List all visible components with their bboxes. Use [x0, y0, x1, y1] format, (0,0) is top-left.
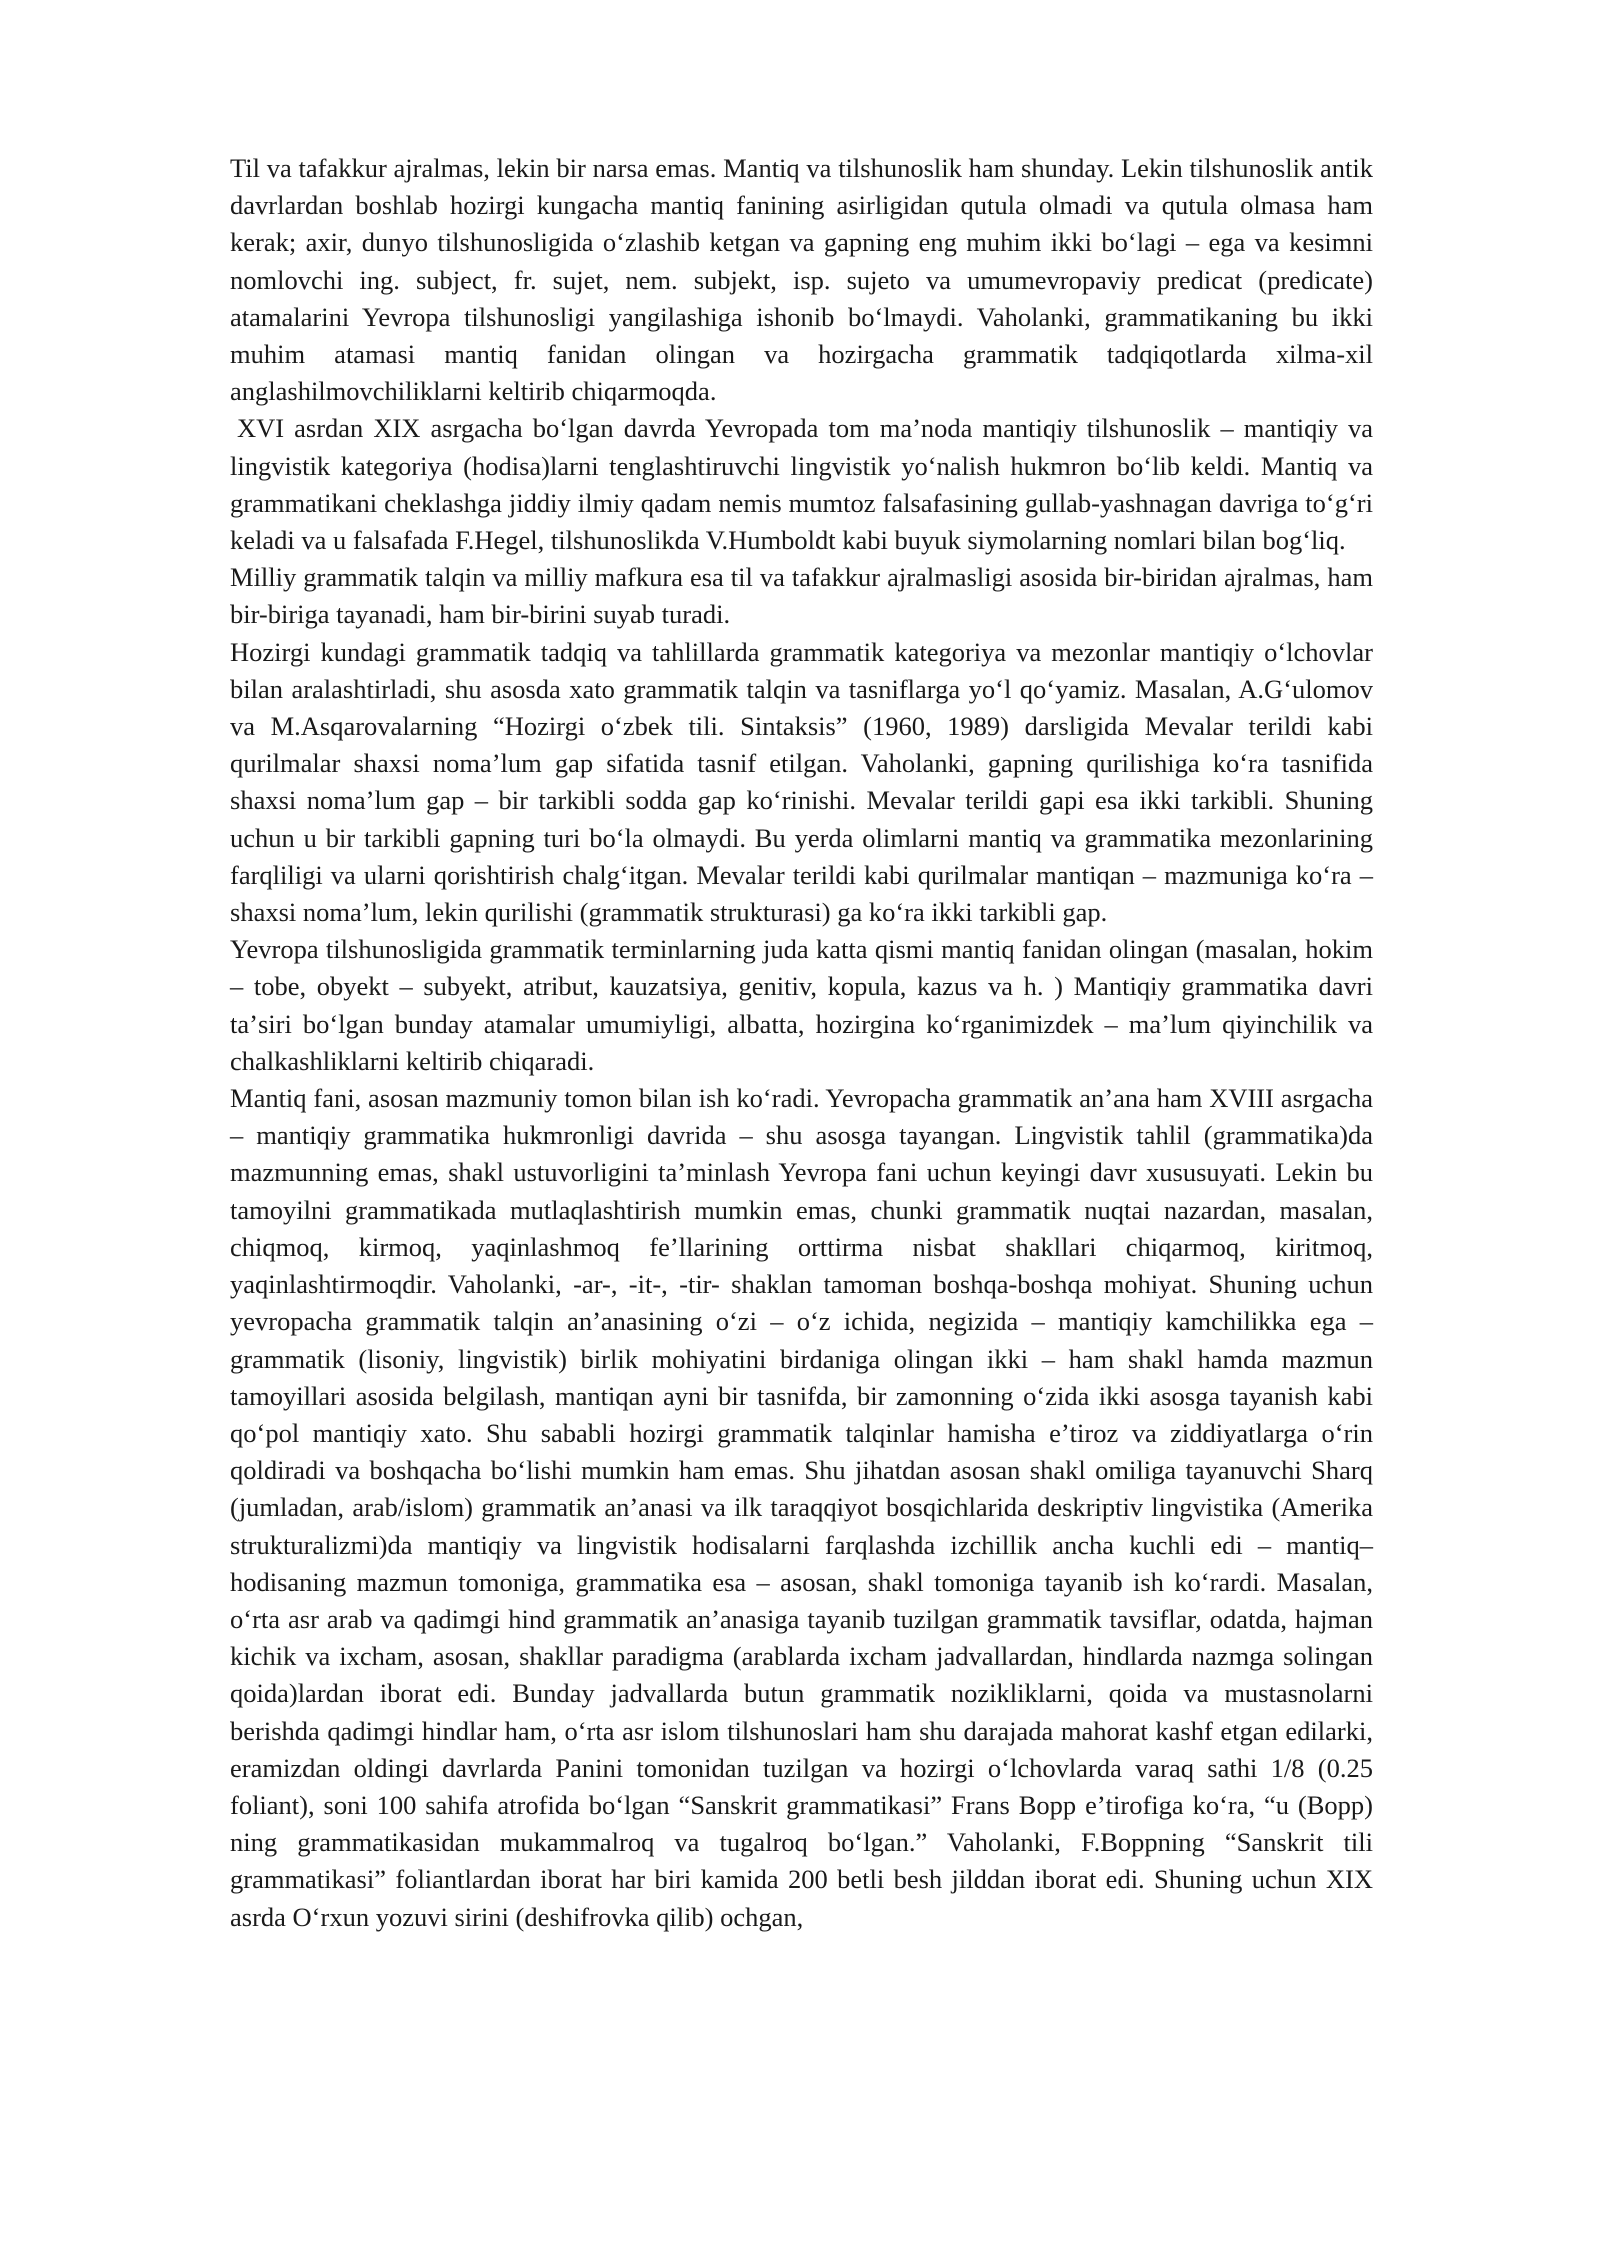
paragraph-6: Mantiq fani, asosan mazmuniy tomon bilan ish koʻradi. Yevropacha grammatik anʼana ham XVIII asrgacha – mantiqiy grammatika hukmronligi davrida – shu asosga tayangan. Lingvistik tahlil (grammatika)da mazmunning emas, shakl ustuvorligini taʼminlash Yevropa fani uchun keyingi davr xususuyati. Lekin bu tamoyilni grammatikada mutlaqlashtirish mumkin emas, chunki grammatik nuqtai nazardan, masalan, chiqmoq, kirmoq, yaqinlashmoq feʼllarining orttirma nisbat shakllari chiqarmoq, kiritmoq, yaqinlashtirmoqdir. Vaholanki, -ar-, -it-, -tir- shaklan tamoman boshqa-boshqa mohiyat. Shuning uchun yevropacha grammatik talqin anʼanasining oʻzi – oʻz ichida, negizida – mantiqiy kamchilikka ega – grammatik (lisoniy, lingvistik) birlik mohiyatini birdaniga olingan ikki – ham shakl hamda mazmun tamoyillari asosida belgilash, mantiqan ayni bir tasnifda, bir zamonning oʻzida ikki asosga tayanish kabi qoʻpol mantiqiy xato. Shu sababli hozirgi grammatik talqinlar hamisha eʼtiroz va ziddiyatlarga oʻrin qoldiradi va boshqacha boʻlishi mumkin ham emas. Shu jihatdan asosan shakl omiliga tayanuvchi Sharq (jumladan, arab/islom) grammatik anʼanasi va ilk taraqqiyot bosqichlarida deskriptiv lingvistika (Amerika strukturalizmi)da mantiqiy va lingvistik hodisalarni farqlashda izchillik ancha kuchli edi – mantiq– hodisaning mazmun tomoniga, grammatika esa – asosan, shakl tomoniga tayanib ish koʻrardi. Masalan, oʻrta asr arab va qadimgi hind grammatik anʼanasiga tayanib tuzilgan grammatik tavsiflar, odatda, hajman kichik va ixcham, asosan, shakllar paradigma (arablarda ixcham jadvallardan, hindlarda nazmga solingan qoida)lardan iborat edi. Bunday jadvallarda butun grammatik nozikliklarni, qoida va mustasnolarni berishda qadimgi hindlar ham, oʻrta asr islom tilshunoslari ham shu darajada mahorat kashf etgan edilarki, eramizdan oldingi davrlarda Panini tomonidan tuzilgan va hozirgi oʻlchovlarda varaq sathi 1/8 (0.25 foliant), soni 100 sahifa atrofida boʻlgan “Sanskrit grammatikasi” Frans Bopp eʼtirofiga koʻra, “u (Bopp) ning grammatikasidan mukammalroq va tugalroq boʻlgan.” Vaholanki, F.Boppning “Sanskrit tili grammatikasi” foliantlardan iborat har biri kamida 200 betli besh jilddan iborat edi. Shuning uchun XIX asrda Oʻrxun yozuvi sirini (deshifrovka qilib) ochgan,	[230, 1083, 1373, 1932]
paragraph-4: Hozirgi kundagi grammatik tadqiq va tahlillarda grammatik kategoriya va mezonlar mantiqiy oʻlchovlar bilan aralashtirladi, shu asosda xato grammatik talqin va tasniflarga yoʻl qoʻyamiz. Masalan, A.Gʻulomov va M.Asqarovalarning “Hozirgi oʻzbek tili. Sintaksis” (1960, 1989) darsligida Mevalar terildi kabi qurilmalar shaxsi nomaʼlum gap sifatida tasnif etilgan. Vaholanki, gapning qurilishiga koʻra tasnifida shaxsi nomaʼlum gap – bir tarkibli sodda gap koʻrinishi. Mevalar terildi gapi esa ikki tarkibli. Shuning uchun u bir tarkibli gapning turi boʻla olmaydi. Bu yerda olimlarni mantiq va grammatika mezonlarining farqliligi va ularni qorishtirish chalgʻitgan. Mevalar terildi kabi qurilmalar mantiqan – mazmuniga koʻra – shaxsi nomaʼlum, lekin qurilishi (grammatik strukturasi) ga koʻra ikki tarkibli gap.	[230, 636, 1373, 928]
document-body	[230, 150, 1373, 1936]
paragraph-2: XVI asrdan XIX asrgacha boʻlgan davrda Yevropada tom maʼnoda mantiqiy tilshunoslik – mantiqiy va lingvistik kategoriya (hodisa)larni tenglashtiruvchi lingvistik yoʻnalish hukmron boʻlib keldi. Mantiq va grammatikani cheklashga jiddiy ilmiy qadam nemis mumtoz falsafasining gullab-yashnagan davriga toʻgʻri keladi va u falsafada F.Hegel, tilshunoslikda V.Humboldt kabi buyuk siymolarning nomlari bilan bogʻliq.	[230, 413, 1373, 556]
paragraph-5: Yevropa tilshunosligida grammatik terminlarning juda katta qismi mantiq fanidan olingan (masalan, hokim – tobe, obyekt – subyekt, atribut, kauzatsiya, genitiv, kopula, kazus va h. ) Mantiqiy grammatika davri taʼsiri boʻlgan bunday atamalar umumiyligi, albatta, hozirgina koʻrganimizdek – maʼlum qiyinchilik va chalkashliklarni keltirib chiqaradi.	[230, 934, 1373, 1076]
paragraph-1: Til va tafakkur ajralmas, lekin bir narsa emas. Mantiq va tilshunoslik ham shunday. Lekin tilshunoslik antik davrlardan boshlab hozirgi kungacha mantiq fanining asirligidan qutula olmadi va qutula olmasa ham kerak; axir, dunyo tilshunosligida oʻzlashib ketgan va gapning eng muhim ikki boʻlagi – ega va kesimni nomlovchi ing. subject, fr. sujet, nem. subjekt, isp. sujeto va umumevropaviy predicat (predicate) atamalarini Yevropa tilshunosligi yangilashiga ishonib boʻlmaydi. Vaholanki, grammatikaning bu ikki muhim atamasi mantiq fanidan olingan va hozirgacha grammatik tadqiqotlarda xilma-xil anglashilmovchiliklarni keltirib chiqarmoqda.	[230, 153, 1373, 407]
paragraph-3: Milliy grammatik talqin va milliy mafkura esa til va tafakkur ajralmasligi asosida bir-biridan ajralmas, ham bir-biriga tayanadi, ham bir-birini suyab turadi.	[230, 562, 1373, 630]
